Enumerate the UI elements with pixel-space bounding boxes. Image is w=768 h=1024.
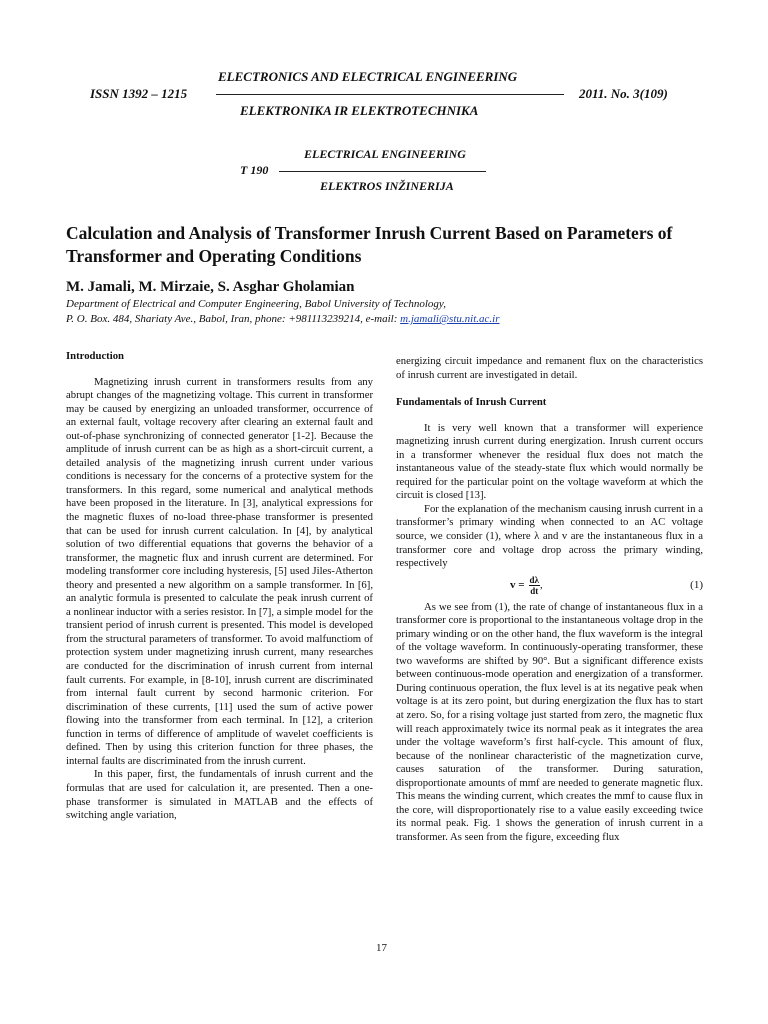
equation-numerator: dλ <box>529 575 539 586</box>
affiliation-address: P. O. Box. 484, Shariaty Ave., Babol, Iran, phone: +981113239214, e-mail: <box>66 313 401 325</box>
fundamentals-paragraph-1: It is very well known that a transformer will experience magnetizing inrush current during energization. Inrush current occurs in a transformer whenever the residual flux does not match the instantaneous value of the steady-state flux which would normally be required for the particular point on the voltage waveform at which the circuit is closed [13]. <box>396 421 703 502</box>
header-rule <box>216 94 564 95</box>
author-list: M. Jamali, M. Mirzaie, S. Asghar Gholamian <box>66 279 355 295</box>
issue-number: 2011. No. 3(109) <box>579 86 668 101</box>
fundamentals-paragraph-3: As we see from (1), the rate of change of instantaneous flux in a transformer core is proportional to the instantaneous voltage drop in the primary winding or on the other hand, the flux waveform is the integral of the voltage waveform. In continuously-operating transformer, these two waveforms are shifted by 90°. But a significant difference exists between continuous-mode operation and energization of a transformer. During continuous operation, the flux level is at its negative peak when voltage is at its zero point, but during energization the flux has to start at zero. So, for a rising voltage just started from zero, the magnetic flux will reach approximately twice its normal peak as it integrates the area under the voltage waveform’s first half-cycle. This amount of flux, because of the nonlinear characteristic of the magnetization curve, causes saturation of the transformer. During saturation, disproportionate amounts of mmf are needed to generate magnetic flux. This means the winding current, which creates the mmf to cause flux in the core, will disproportionately rise to a value easily exceeding twice its normal peak. Fig. 1 shows the generation of inrush current in a transformer. As seen from the figure, exceeding flux <box>396 600 703 843</box>
left-column <box>66 350 373 823</box>
page-number: 17 <box>376 942 387 954</box>
journal-title-en: ELECTRONICS AND ELECTRICAL ENGINEERING <box>218 69 518 84</box>
intro-paragraph-2: In this paper, first, the fundamentals of inrush current and the formulas that are used for calculation it, are presented. Then a one-phase transformer is simulated in MATLAB and the effects of switching angle variation, <box>66 768 373 822</box>
issn: ISSN 1392 – 1215 <box>90 86 188 101</box>
fundamentals-paragraph-2: For the explanation of the mechanism causing inrush current in a transformer’s primary winding when connected to an AC voltage source, we consider (1), where λ and v are the instantaneous flux in a transformer core and voltage drop across the primary winding, respectively <box>396 502 703 570</box>
equation-denominator: dt <box>530 586 539 597</box>
equation-fraction <box>529 575 540 596</box>
affiliation-line-1: Department of Electrical and Computer Engineering, Babol University of Technology, <box>66 298 446 310</box>
section-title-lt: ELEKTROS INŽINERIJA <box>320 179 454 193</box>
equation-lhs: v = <box>510 578 525 591</box>
section-title-en: ELECTRICAL ENGINEERING <box>304 147 466 161</box>
affiliation <box>66 297 706 327</box>
intro-paragraph-1: Magnetizing inrush current in transformers results from any abrupt changes of the magnetizing voltage. This current in transformer may be caused by energizing an unloaded transformer, occurrence of an external fault, voltage recovery after clearing an external fault and out-of-phase synchronizing of connected generator [1-2]. Because the amplitude of inrush current can be as high as a short-circuit current, a detailed analysis of the magnetizing inrush current under various conditions is necessary for the concerns of a protective system for the transformers. In this regard, some numerical and analytical methods have been proposed in the literature. In [3], analytical expressions for the magnetic fluxes of no-load three-phase transformer is presented that can be used for inrush current calculation. In [4], by analytical solution of two differential equations that governs the behavior of a transformer, the magnetic flux and inrush current are determined. For modeling transformer core including hysteresis, [5] used Jiles-Atherton theory and presented a new algorithm on a sample transformer. In [6], an analytic formula is presented to calculate the peak inrush current of a nonlinear inductor with a series resistor. In [7], a simple model for the transient period of inrush current is presented. This model is developed from the structural parameters of transformer. To avoid malfunctiom of protection system under magnetizing inrush current, many researches are conducted for the discrimination of inrush current from internal fault currents. For example, in [8-10], inrush current are discriminated from internal fault current by second harmonic criterion. For discrimination of these currents, [11] used the sum of active power flowing into the transformer from each terminal. In [12], a criterion function in terms of difference of amplitude of wavelet coefficients is defined. Then by using this criterion function for three phases, the internal faults are discriminated from the inrush current. <box>66 375 373 767</box>
intro-paragraph-continued: energizing circuit impedance and remanent flux on the characteristics of inrush current are investigated in detail. <box>396 355 703 381</box>
equation-1 <box>396 571 703 601</box>
journal-title-lt: ELEKTRONIKA IR ELEKTROTECHNIKA <box>240 103 479 118</box>
equation-punct: , <box>539 578 543 591</box>
section-rule <box>279 171 486 172</box>
email-link[interactable]: m.jamali@stu.nit.ac.ir <box>400 313 500 325</box>
section-code: T 190 <box>240 163 269 177</box>
affiliation-line-2 <box>66 312 706 327</box>
section-heading-fundamentals: Fundamentals of Inrush Current <box>396 396 547 409</box>
section-heading-introduction: Introduction <box>66 350 125 362</box>
paper-title: Calculation and Analysis of Transformer Inrush Current Based on Parameters of Transformer and Operating Conditions <box>66 223 673 266</box>
right-column <box>396 355 703 845</box>
equation-number: (1) <box>690 578 703 591</box>
